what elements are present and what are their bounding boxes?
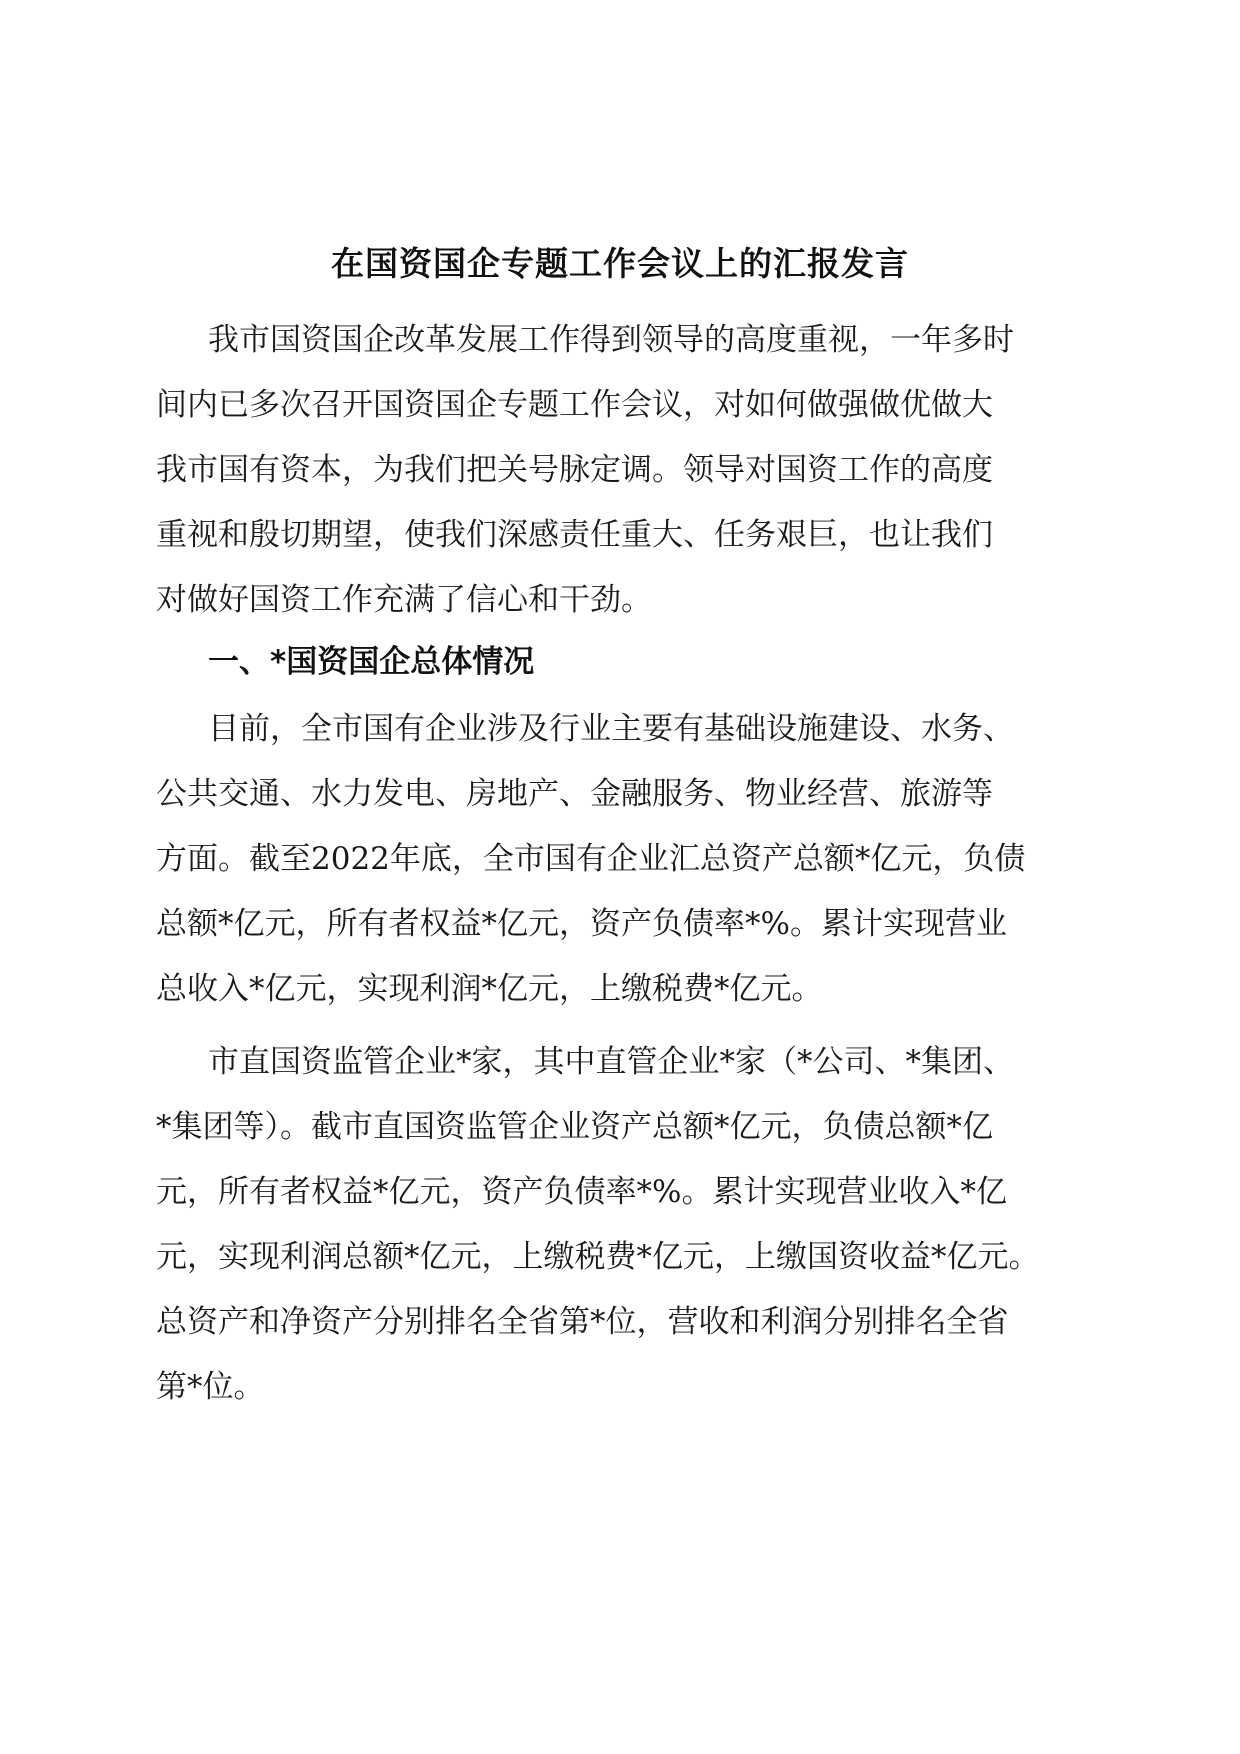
paragraph-line: 元，实现利润总额*亿元，上缴税费*亿元，上缴国资收益*亿元。 bbox=[156, 1239, 1040, 1275]
document-title: 在国资国企专题工作会议上的汇报发言 bbox=[331, 244, 909, 283]
paragraph-line: 第*位。 bbox=[156, 1369, 265, 1405]
section-heading: 一、*国资国企总体情况 bbox=[208, 644, 535, 680]
paragraph-city-enterprises bbox=[156, 1030, 1096, 1420]
paragraph-line: 公共交通、水力发电、房地产、金融服务、物业经营、旅游等 bbox=[156, 776, 993, 812]
paragraph-line: 总收入*亿元，实现利润*亿元，上缴税费*亿元。 bbox=[156, 971, 823, 1007]
paragraph-line: 我市国有资本，为我们把关号脉定调。领导对国资工作的高度 bbox=[156, 452, 993, 488]
paragraph-line: 总额*亿元，所有者权益*亿元，资产负债率*%。累计实现营业 bbox=[156, 906, 1007, 942]
paragraph-line: 元，所有者权益*亿元，资产负债率*%。累计实现营业收入*亿 bbox=[156, 1174, 1007, 1210]
paragraph-line: 重视和殷切期望，使我们深感责任重大、任务艰巨，也让我们 bbox=[156, 517, 993, 553]
paragraph-line: 方面。截至2022年底，全市国有企业汇总资产总额*亿元，负债 bbox=[156, 841, 1026, 877]
paragraph-intro bbox=[156, 308, 1096, 633]
paragraph-line: 我市国资国企改革发展工作得到领导的高度重视，一年多时 bbox=[208, 322, 1014, 358]
paragraph-line: 间内已多次召开国资国企专题工作会议，对如何做强做优做大 bbox=[156, 387, 993, 423]
paragraph-line: 市直国资监管企业*家，其中直管企业*家（*公司、*集团、 bbox=[208, 1044, 1014, 1080]
paragraph-line: 总资产和净资产分别排名全省第*位，营收和利润分别排名全省 bbox=[156, 1304, 1009, 1340]
paragraph-overview bbox=[156, 697, 1096, 1022]
paragraph-line: 对做好国资工作充满了信心和干劲。 bbox=[156, 582, 652, 618]
paragraph-line: *集团等）。截市直国资监管企业资产总额*亿元，负债总额*亿 bbox=[156, 1109, 993, 1145]
paragraph-line: 目前，全市国有企业涉及行业主要有基础设施建设、水务、 bbox=[208, 711, 1014, 747]
